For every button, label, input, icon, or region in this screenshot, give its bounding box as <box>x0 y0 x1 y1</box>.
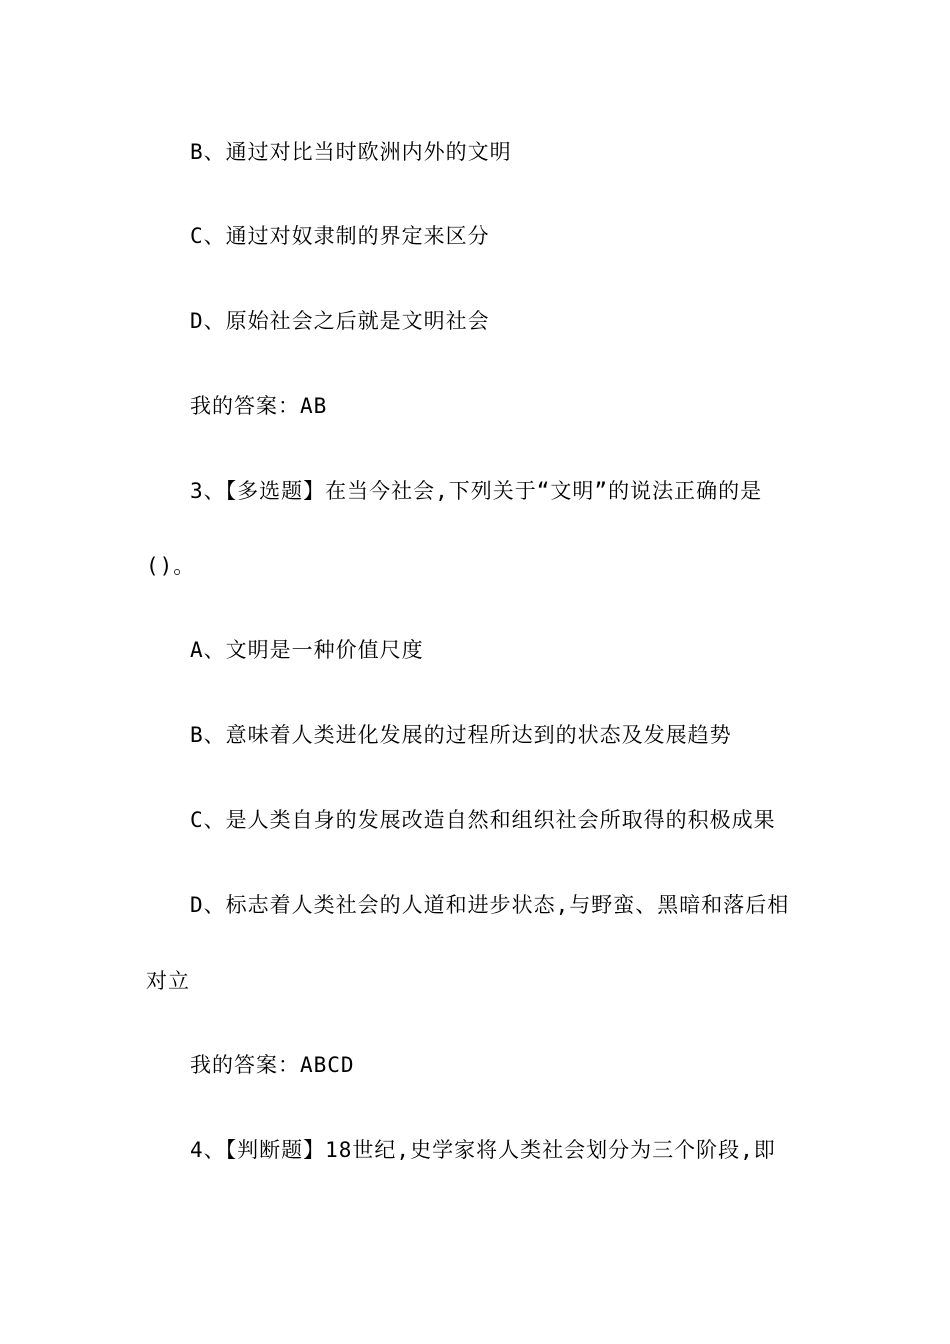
q3-option-d-line2: 对立 <box>146 969 190 993</box>
q3-my-answer: 我的答案：ABCD <box>190 1053 355 1077</box>
q3-option-c: C、是人类自身的发展改造自然和组织社会所取得的积极成果 <box>190 808 776 832</box>
q2-option-c: C、通过对奴隶制的界定来区分 <box>190 224 490 248</box>
q2-my-answer: 我的答案：AB <box>190 394 328 418</box>
q3-option-d-line1: D、标志着人类社会的人道和进步状态,与野蛮、黑暗和落后相 <box>190 893 790 917</box>
q3-stem-line2: ()。 <box>146 554 196 578</box>
q3-option-b: B、意味着人类进化发展的过程所达到的状态及发展趋势 <box>190 723 732 747</box>
q2-option-d: D、原始社会之后就是文明社会 <box>190 309 490 333</box>
q3-option-a: A、文明是一种价值尺度 <box>190 638 424 662</box>
q3-stem-line1: 3、【多选题】在当今社会,下列关于“文明”的说法正确的是 <box>190 479 763 503</box>
q2-option-b: B、通过对比当时欧洲内外的文明 <box>190 140 512 164</box>
q4-stem-line1: 4、【判断题】18世纪,史学家将人类社会划分为三个阶段,即 <box>190 1138 776 1162</box>
